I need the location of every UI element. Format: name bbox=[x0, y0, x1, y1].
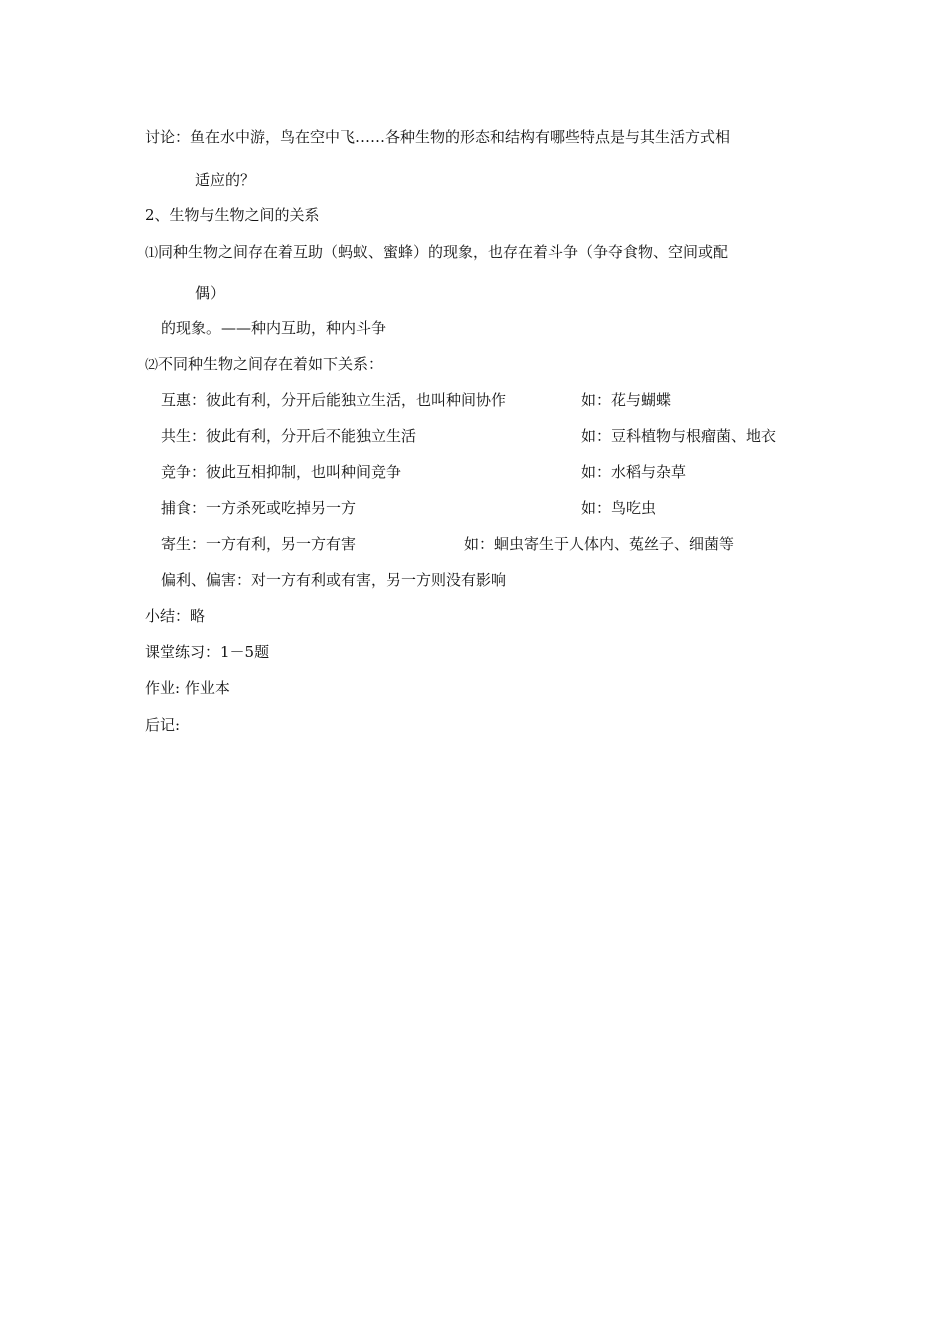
point-2-line bbox=[145, 354, 383, 376]
relation-parasitism: 寄生：一方有利，另一方有害 bbox=[161, 535, 357, 553]
relation-commensalism: 偏利、偏害：对一方有利或有害，另一方则没有影响 bbox=[161, 571, 507, 589]
relation-mutualism-example: 如：花与蝴蝶 bbox=[581, 391, 672, 409]
point-1-continuation-2: 的现象。——种内互助，种内斗争 bbox=[161, 319, 387, 337]
point-2-marker: ⑵ bbox=[145, 358, 159, 373]
section-2-heading: 2、生物与生物之间的关系 bbox=[145, 206, 320, 224]
discussion-line-1: 讨论：鱼在水中游，鸟在空中飞……各种生物的形态和结构有哪些特点是与其生活方式相 bbox=[145, 128, 731, 146]
point-1-text: 同种生物之间存在着互助（蚂蚁、蜜蜂）的现象，也存在着斗争（争夺食物、空间或配 bbox=[158, 243, 729, 261]
homework-line: 作业: 作业本 bbox=[145, 679, 230, 697]
point-1-line bbox=[145, 242, 728, 264]
relation-symbiosis-example: 如：豆科植物与根瘤菌、地衣 bbox=[581, 427, 777, 445]
relation-competition-example: 如：水稻与杂草 bbox=[581, 463, 687, 481]
summary-line: 小结：略 bbox=[145, 607, 206, 625]
relation-symbiosis: 共生：彼此有利，分开后不能独立生活 bbox=[161, 427, 417, 445]
postscript-line: 后记: bbox=[145, 716, 181, 734]
relation-competition: 竞争：彼此互相抑制，也叫种间竞争 bbox=[161, 463, 402, 481]
relation-parasitism-example: 如：蛔虫寄生于人体内、菟丝子、细菌等 bbox=[464, 535, 735, 553]
relation-predation-example: 如：鸟吃虫 bbox=[581, 499, 657, 517]
practice-line: 课堂练习：1－5题 bbox=[145, 643, 270, 661]
discussion-line-2: 适应的？ bbox=[195, 171, 256, 189]
point-1-continuation-1: 偶） bbox=[195, 284, 226, 302]
relation-predation: 捕食：一方杀死或吃掉另一方 bbox=[161, 499, 357, 517]
relation-mutualism: 互惠：彼此有利，分开后能独立生活，也叫种间协作 bbox=[161, 391, 507, 409]
point-1-marker: ⑴ bbox=[145, 246, 159, 261]
point-2-text: 不同种生物之间存在着如下关系： bbox=[158, 355, 384, 373]
